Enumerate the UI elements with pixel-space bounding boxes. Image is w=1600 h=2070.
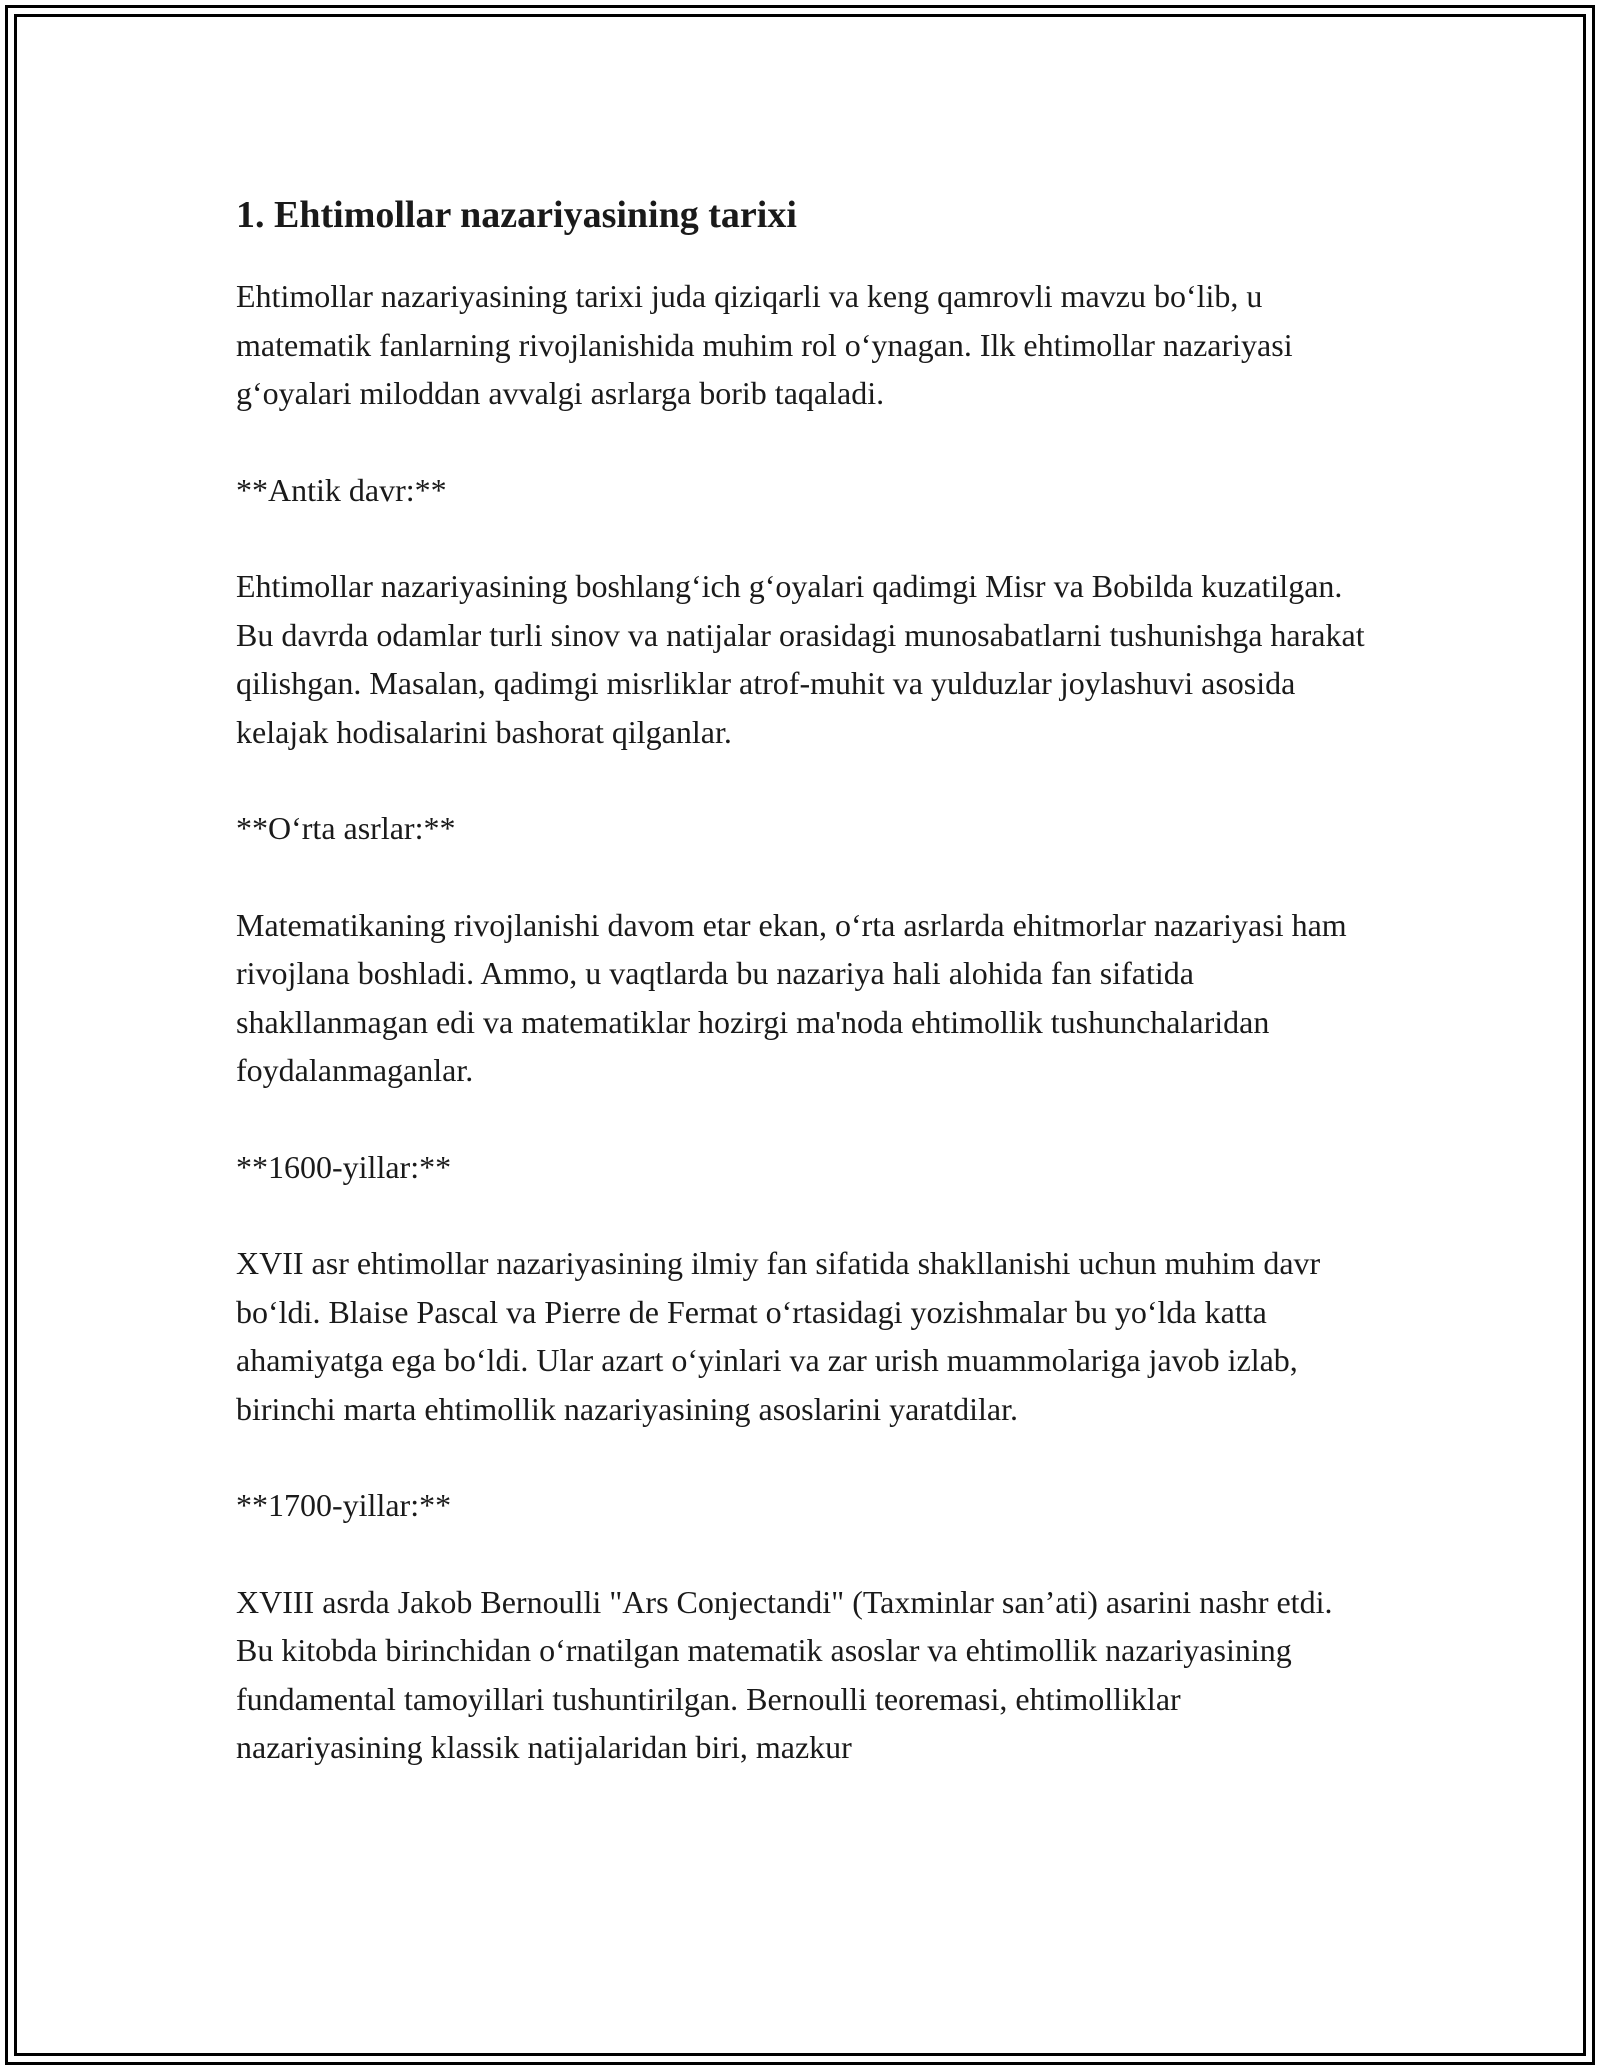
section-heading: 1. Ehtimollar nazariyasining tarixi [236,194,797,236]
antik-davr-paragraph: Ehtimollar nazariyasining boshlang‘ich g‘oyalari qadimgi Misr va Bobilda kuzatilgan. Bu davrda odamlar turli sinov va natijalar orasidagi munosabatlarni tushunishga harakat qilishgan. Masalan, qadimgi misrliklar atrof-muhit va yulduzlar joylashuvi asosida kelajak hodisalarini bashorat qilganlar. [236,568,1365,750]
yillar-1700-label: **1700-yillar:** [236,1487,452,1523]
orta-asrlar-label: **O‘rta asrlar:** [236,810,456,846]
yillar-1700-paragraph: XVIII asrda Jakob Bernoulli "Ars Conjectandi" (Taxminlar san’ati) asarini nashr etdi. Bu kitobda birinchidan o‘rnatilgan matematik asoslar va ehtimollik nazariyasining fundamental tamoyillari tushuntirilgan. Bernoulli teoremasi, ehtimolliklar nazariyasining klassik natijalaridan biri, mazkur [236,1583,1333,1765]
document-page [236,190,1366,1772]
intro-paragraph: Ehtimollar nazariyasining tarixi juda qiziqarli va keng qamrovli mavzu bo‘lib, u matematik fanlarning rivojlanishida muhim rol o‘ynagan. Ilk ehtimollar nazariyasi g‘oyalari miloddan avvalgi asrlarga borib taqaladi. [236,278,1293,411]
antik-davr-label: **Antik davr:** [236,471,447,508]
orta-asrlar-paragraph: Matematikaning rivojlanishi davom etar ekan, o‘rta asrlarda ehitmorlar nazariyasi ham rivojlana boshladi. Ammo, u vaqtlarda bu nazariya hali alohida fan sifatida shakllanmagan edi va matematiklar hozirgi ma'noda ehtimollik tushunchalaridan foydalanmaganlar. [236,906,1347,1088]
yillar-1600-paragraph: XVII asr ehtimollar nazariyasining ilmiy fan sifatida shakllanishi uchun muhim davr bo‘ldi. Blaise Pascal va Pierre de Fermat o‘rtasidagi yozishmalar bu yo‘lda katta ahamiyatga ega bo‘ldi. Ular azart o‘yinlari va zar urish muammolariga javob izlab, birinchi marta ehtimollik nazariyasining asoslarini yaratdilar. [236,1245,1321,1427]
yillar-1600-label: **1600-yillar:** [236,1148,452,1185]
